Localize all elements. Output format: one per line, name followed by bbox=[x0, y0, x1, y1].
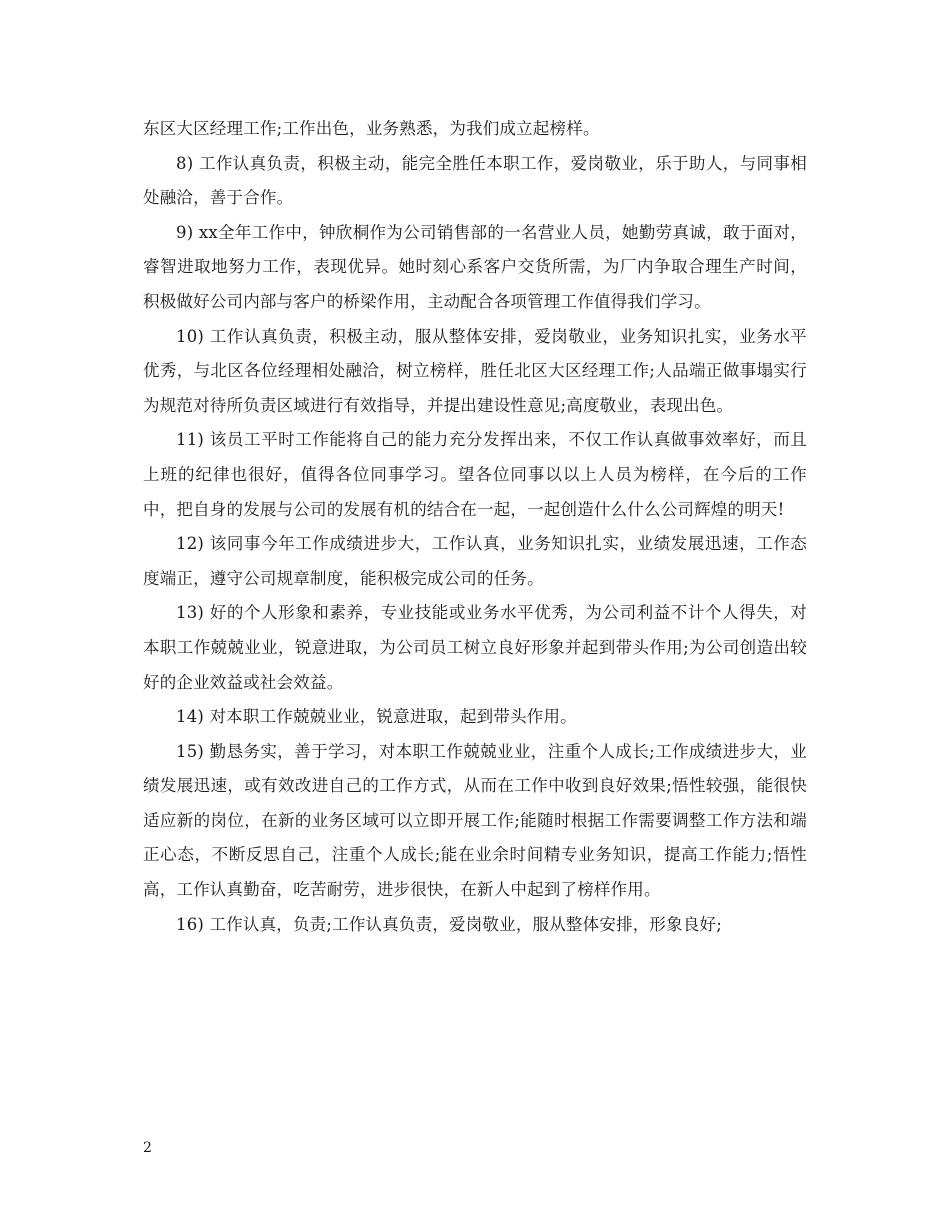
document-body bbox=[143, 112, 807, 942]
paragraph-item-11: 11) 该员工平时工作能将自己的能力充分发挥出来，不仅工作认真做事效率好，而且上班的纪律也很好，值得各位同事学习。望各位同事以以上人员为榜样，在今后的工作中，把自身的发展与公司的发展有机的结合在一起，一起创造什么什么公司辉煌的明天! bbox=[143, 430, 807, 519]
paragraph-item-15: 15) 勤恳务实，善于学习，对本职工作兢兢业业，注重个人成长;工作成绩进步大，业绩发展迅速，或有效改进自己的工作方式，从而在工作中收到良好效果;悟性较强，能很快适应新的岗位，在新的业务区域可以立即开展工作;能随时根据工作需要调整工作方法和端正心态，不断反思自己，注重个人成长;能在业余时间精专业务知识，提高工作能力;悟性高，工作认真勤奋，吃苦耐劳，进步很快，在新人中起到了榜样作用。 bbox=[143, 741, 807, 900]
paragraph-item-12: 12) 该同事今年工作成绩进步大，工作认真，业务知识扎实，业绩发展迅速，工作态度端正，遵守公司规章制度，能积极完成公司的任务。 bbox=[143, 534, 807, 588]
paragraph-item-13: 13) 好的个人形象和素养，专业技能或业务水平优秀，为公司利益不计个人得失，对本职工作兢兢业业，锐意进取，为公司员工树立良好形象并起到带头作用;为公司创造出较好的企业效益或社会效益。 bbox=[143, 603, 807, 692]
paragraph-continuation: 东区大区经理工作;工作出色，业务熟悉，为我们成立起榜样。 bbox=[143, 119, 600, 138]
paragraph-item-8: 8) 工作认真负责，积极主动，能完全胜任本职工作，爱岗敬业，乐于助人，与同事相处融洽，善于合作。 bbox=[143, 153, 807, 208]
paragraph-item-14: 14) 对本职工作兢兢业业，锐意进取，起到带头作用。 bbox=[176, 707, 577, 727]
paragraph-item-10: 10) 工作认真负责，积极主动，服从整体安排，爱岗敬业，业务知识扎实，业务水平优秀，与北区各位经理相处融洽，树立榜样，胜任北区大区经理工作;人品端正做事塌实行为规范对待所负责区域进行有效指导，并提出建设性意见;高度敬业，表现出色。 bbox=[143, 326, 807, 415]
paragraph-item-9: 9) xx全年工作中，钟欣桐作为公司销售部的一名营业人员，她勤劳真诚，敢于面对，睿智进取地努力工作，表现优异。她时刻心系客户交货所需，为厂内争取合理生产时间，积极做好公司内部与客户的桥梁作用，主动配合各项管理工作值得我们学习。 bbox=[143, 222, 807, 311]
paragraph-item-16: 16) 工作认真，负责;工作认真负责，爱岗敬业，服从整体安排，形象良好; bbox=[176, 914, 722, 934]
page-number: 2 bbox=[143, 1140, 152, 1156]
